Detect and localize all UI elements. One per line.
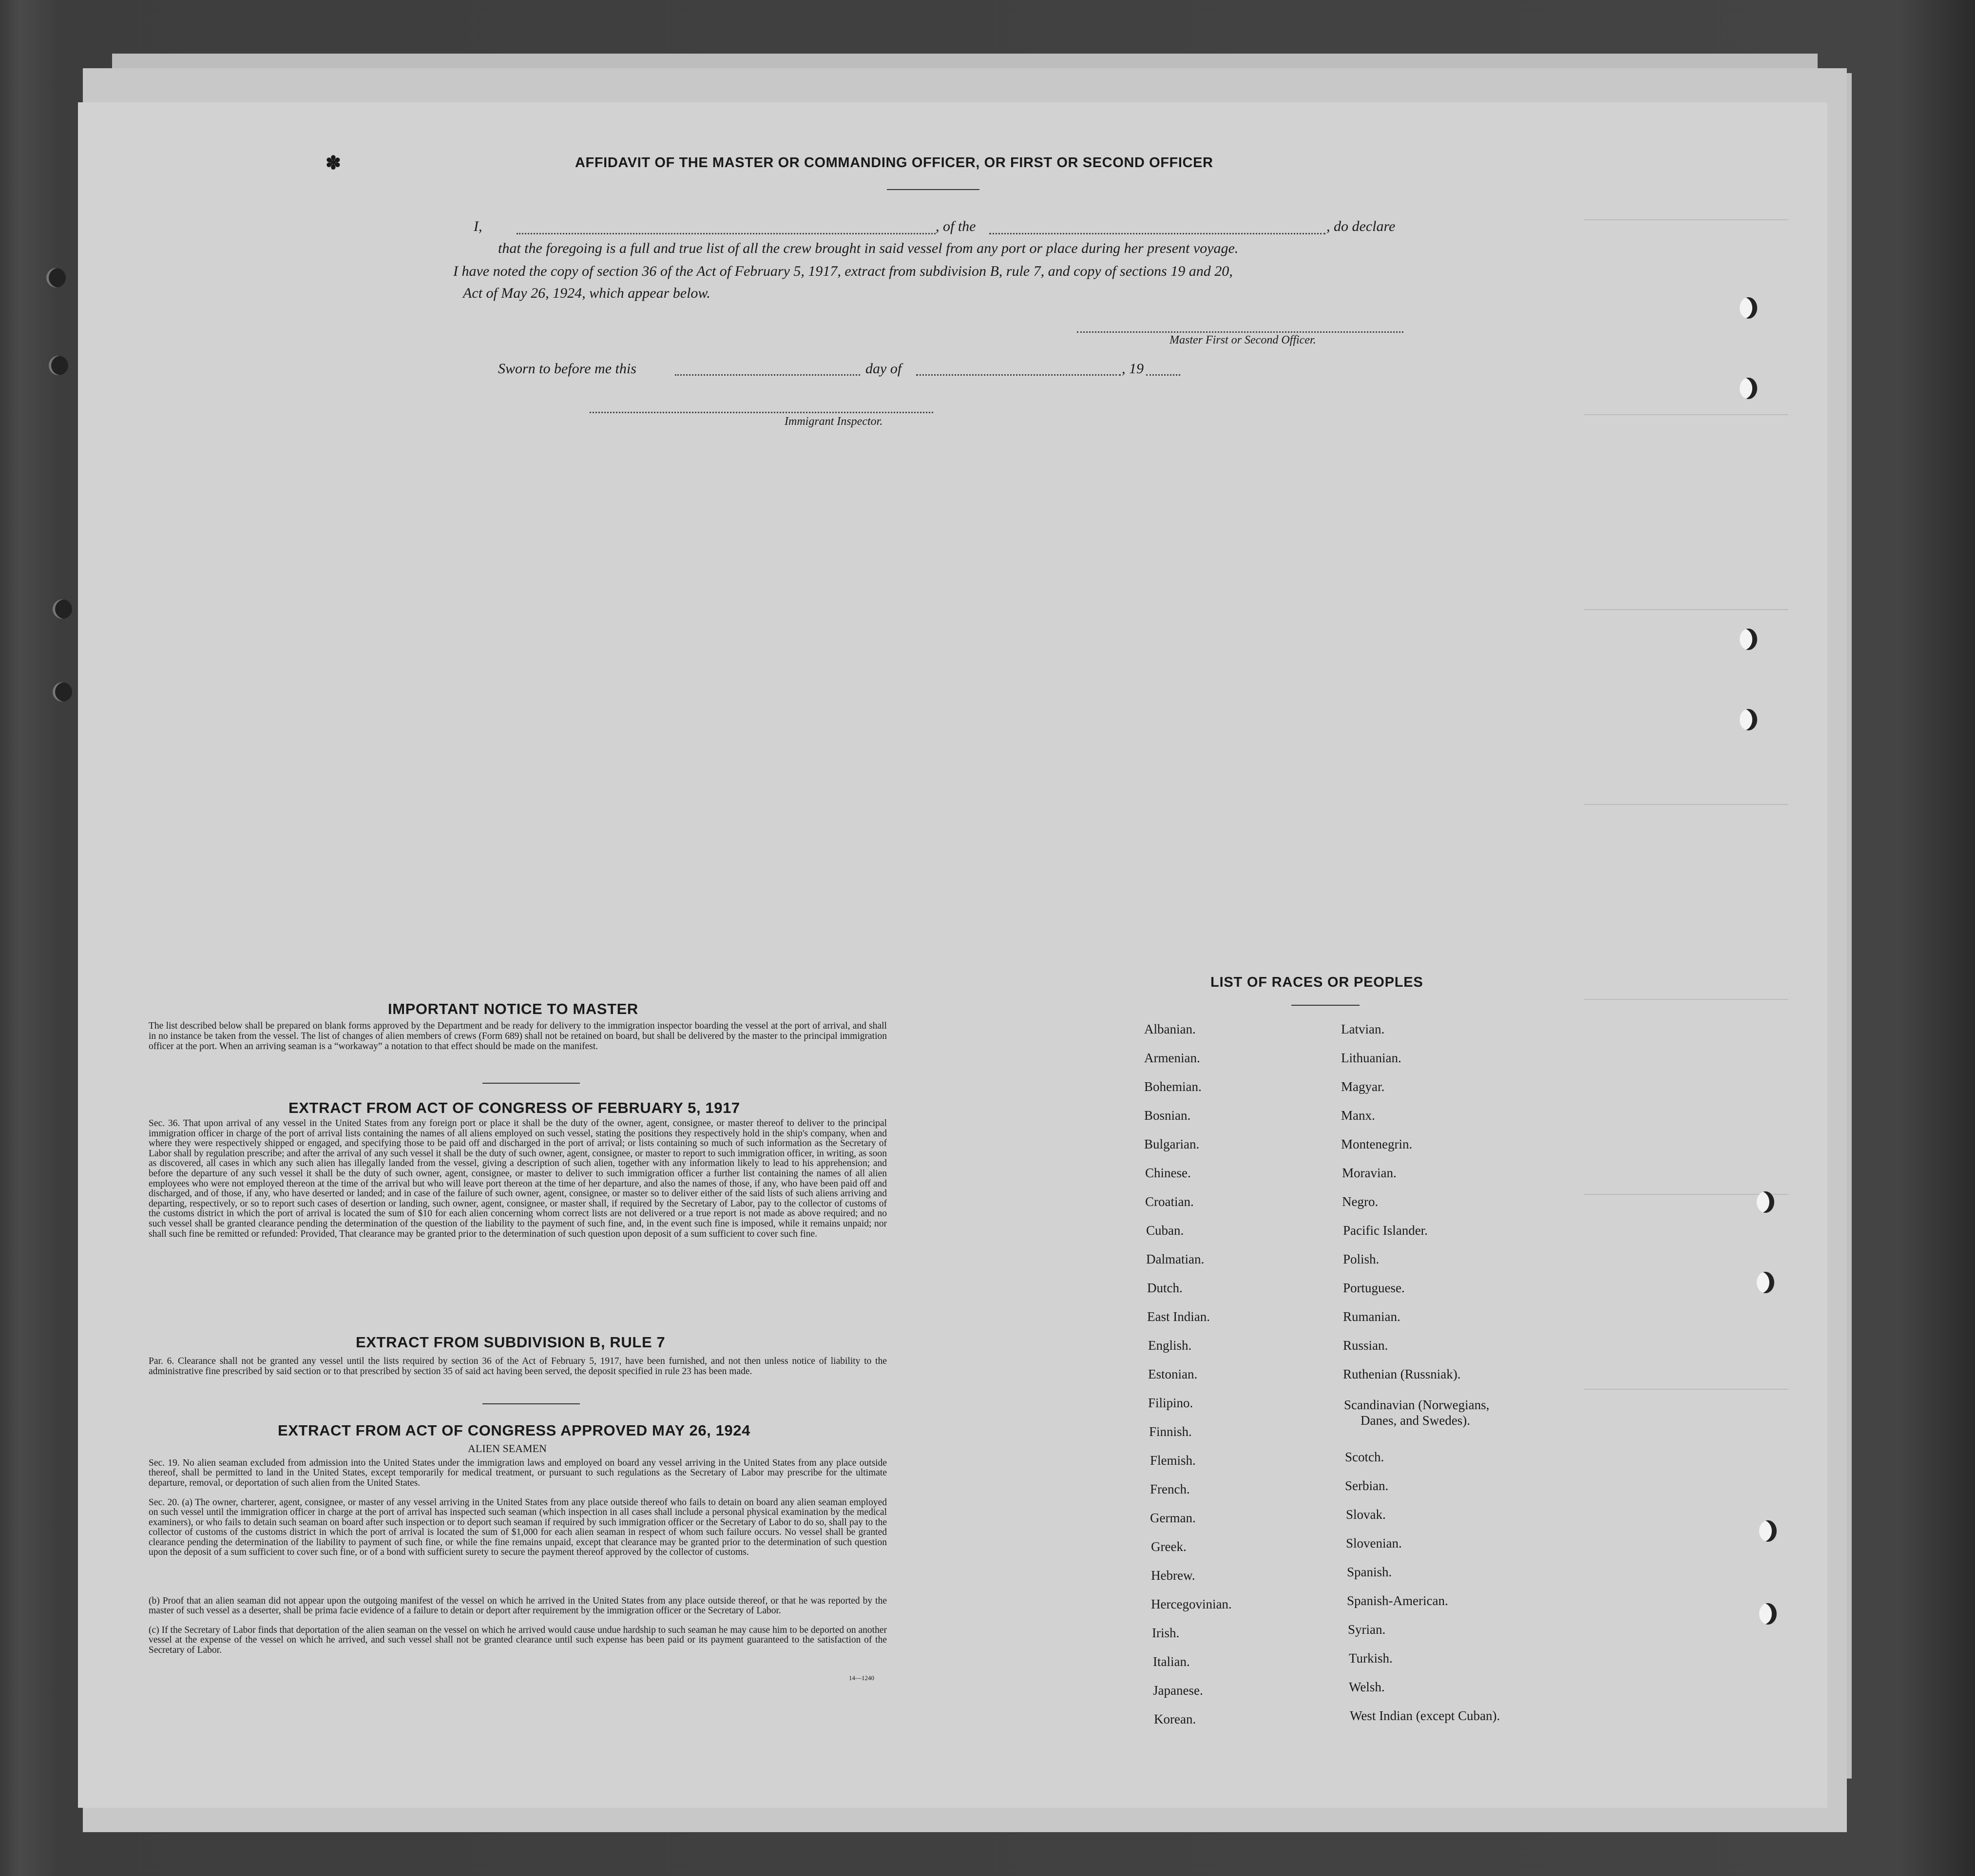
- sec20a-text: Sec. 20. (a) The owner, charterer, agent, consignee, or master of any vessel arriving in the United States from any place outside thereof who fails to detain on board any alien seaman employed on such vessel until the immigration officer in charge at the port of arrival has inspected such seaman (which inspection in all cases shall include a personal physical examination by the medical examiners), or who fails to detain such seaman on board after such inspection or to deport such seaman if required by such immigration officer or the Secretary of Labor to do so, shall pay to the collector of customs of the customs district in which the port of arrival is located the sum of $1,000 for each alien seaman in respect of whom such failure occurs. No vessel shall be granted clearance pending the determination of the liability to payment of such fine, or while the fine remains unpaid, except that clearance may be granted prior to the determination of such question upon the deposit of a sum sufficient to cover such fine, or of a bond with sufficient surety to secure the payment thereof approved by the collector of customs.: [149, 1497, 887, 1558]
- race-item: Korean.: [1154, 1712, 1196, 1726]
- race-item: Turkish.: [1349, 1651, 1393, 1665]
- sec19-text: Sec. 19. No alien seaman excluded from admission into the United States under the immigration laws and employed on board any vessel arriving in the United States from any place outside thereof, shall be permitted to land in the United States, except temporarily for medical treatment, or pursuant to such regulations as the Secretary of Labor may prescribe for the ultimate departure, removal, or deportation of such alien from the United States.: [149, 1458, 887, 1488]
- divider: [482, 1403, 580, 1404]
- race-item: Portuguese.: [1343, 1281, 1405, 1295]
- race-item: Finnish.: [1149, 1424, 1192, 1439]
- form-number: 14—1240: [849, 1674, 874, 1682]
- affidavit-declare: , do declare: [1326, 218, 1396, 234]
- sworn-month-blank: [916, 374, 1121, 376]
- sworn-label: Sworn to before me this: [498, 361, 636, 377]
- inspector-label: Immigrant Inspector.: [785, 415, 883, 428]
- sworn-day-blank: [675, 374, 860, 376]
- alien-seamen-subtitle: ALIEN SEAMEN: [468, 1442, 547, 1455]
- race-item: Danes, and Swedes).: [1361, 1413, 1470, 1428]
- race-item: Montenegrin.: [1341, 1137, 1413, 1151]
- affidavit-i: I,: [474, 218, 482, 234]
- sec20b-text: (b) Proof that an alien seaman did not appear upon the outgoing manifest of the vessel on which he arrived in the United States from any place outside thereof, or that he was reported by the master of such vessel as a deserter, shall be prima facie evidence of a failure to detain or deport after requirement by the immigration officer or the Secretary of Labor.: [149, 1596, 887, 1616]
- race-item: Lithuanian.: [1341, 1051, 1401, 1065]
- race-item: Manx.: [1341, 1108, 1375, 1123]
- punched-hole: [1759, 1520, 1777, 1542]
- race-item: Polish.: [1343, 1252, 1380, 1266]
- race-item: Moravian.: [1342, 1166, 1397, 1180]
- race-item: East Indian.: [1147, 1309, 1210, 1324]
- race-item: Japanese.: [1153, 1683, 1203, 1698]
- affidavit-line3: I have noted the copy of section 36 of the Act of February 5, 1917, extract from subdivision B, rule 7, and copy of sections 19 and 20,: [453, 263, 1233, 279]
- race-item: Pacific Islander.: [1343, 1223, 1428, 1238]
- race-item: Armenian.: [1144, 1051, 1200, 1065]
- punched-hole: [1740, 378, 1757, 399]
- races-title: LIST OF RACES OR PEOPLES: [1210, 975, 1423, 990]
- race-item: Dalmatian.: [1146, 1252, 1205, 1266]
- affidavit-of-the: , of the: [936, 218, 976, 234]
- race-item: Syrian.: [1348, 1622, 1386, 1637]
- race-item: Slovenian.: [1346, 1536, 1402, 1551]
- race-item: Flemish.: [1150, 1453, 1196, 1468]
- punched-hole: [1740, 629, 1757, 650]
- race-item: Filipino.: [1148, 1396, 1193, 1410]
- race-item: Hercegovinian.: [1151, 1597, 1232, 1611]
- race-item: Latvian.: [1341, 1022, 1385, 1036]
- race-item: Spanish-American.: [1347, 1593, 1448, 1608]
- punched-hole: [1740, 709, 1757, 730]
- binder-hole: [46, 268, 66, 287]
- rule7-text: Par. 6. Clearance shall not be granted any vessel until the lists required by section 36 of the Act of February 5, 1917, have been furnished, and not then unless notice of liability to the administrative fine prescribed by said section or to that prescribed by section 35 of said act having been served, the deposit specified in rule 23 has been made.: [149, 1356, 887, 1377]
- race-item: Albanian.: [1144, 1022, 1196, 1036]
- punched-hole: [1757, 1191, 1774, 1213]
- show-through-lines: [1584, 171, 1788, 1632]
- notice-text: The list described below shall be prepared on blank forms approved by the Department and be ready for delivery to the immigration inspector boarding the vessel at the port of arrival, and shall in no instance be taken from the vessel. The list of changes of alien members of crews (Form 689) shall not be retained on board, but shall be delivered by the master to the principal immigration officer at the port. When an arriving seaman is a “workaway” a notation to that effect should be made on the manifest.: [149, 1021, 887, 1052]
- binder-hole: [53, 682, 72, 702]
- punched-hole: [1757, 1272, 1774, 1293]
- race-item: Slovak.: [1346, 1507, 1386, 1522]
- race-item: Irish.: [1152, 1626, 1180, 1640]
- year-label: , 19: [1122, 361, 1144, 377]
- ink-blot: ✽: [326, 153, 341, 173]
- race-item: Estonian.: [1148, 1367, 1198, 1381]
- race-item: English.: [1148, 1338, 1192, 1353]
- affidavit-line4: Act of May 26, 1924, which appear below.: [463, 285, 710, 301]
- day-of-label: day of: [865, 361, 902, 377]
- title-rule: [887, 189, 979, 190]
- race-item: Negro.: [1342, 1194, 1379, 1209]
- inspector-signature-blank: [590, 412, 933, 413]
- master-signature-label: Master First or Second Officer.: [1170, 334, 1316, 346]
- race-item: Welsh.: [1349, 1680, 1385, 1694]
- race-item: Spanish.: [1347, 1565, 1392, 1579]
- extract-1924-title: EXTRACT FROM ACT OF CONGRESS APPROVED MAY 26, 1924: [278, 1422, 750, 1439]
- punched-hole: [1759, 1603, 1777, 1625]
- show-through-heading: [1072, 141, 1087, 170]
- race-item: Serbian.: [1345, 1478, 1389, 1493]
- name-blank: [517, 233, 936, 234]
- affidavit-title: AFFIDAVIT OF THE MASTER OR COMMANDING OFFICER, OR FIRST OR SECOND OFFICER: [575, 155, 1213, 171]
- extract-1917-text: Sec. 36. That upon arrival of any vessel in the United States from any foreign port or place it shall be the duty of the owner, agent, consignee, or master thereof to deliver to the principal immigration officer in charge of the port of arrival lists containing the names of all aliens employed on such vessel, stating the positions they respectively hold in the ship's company, when and where they were respectively shipped or engaged, and specifying those to be paid off and discharged in the port of arrival; or lists containing so much of such information as the Secretary of Labor shall by regulation prescribe; and after the arrival of any such vessel it shall be the duty of such owner, agent, consignee, or master to report to such immigration officer, in writing, as soon as discovered, all cases in which any such alien has illegally landed from the vessel, giving a description of such alien, together with any information likely to lead to his apprehension; and before the departure of any such vessel it shall be the duty of such owner, agent, consignee, or master to deliver to such immigration officer a further list containing the names of all alien employees who were not employed thereon at the time of the arrival but who will leave port thereon at the time of her departure, and also the names of those, if any, who have been paid off and discharged, and of those, if any, who have deserted or landed; and in case of the failure of such owner, agent, consignee, or master so to deliver either of the said lists of such aliens arriving and departing, respectively, or so to report such cases of desertion or landing, such owner, agent, consignee, or master shall, if required by the Secretary of Labor, pay to the collector of customs of the customs district in which the port of arrival is located the sum of $10 for each alien concerning whom correct lists are not delivered or a true report is not made as above required; and no such vessel shall be granted clearance pending the determination of the question of the liability to the payment of such fine, and, in the event such fine is imposed, while it remains unpaid; nor shall such fine be remitted or refunded: Provided, That clearance may be granted prior to the determination of such question upon deposit of a sum sufficient to cover such fine.: [149, 1118, 887, 1239]
- notice-title: IMPORTANT NOTICE TO MASTER: [388, 1000, 638, 1017]
- race-item: Croatian.: [1145, 1194, 1194, 1209]
- race-item: Bosnian.: [1144, 1108, 1191, 1123]
- race-item: Russian.: [1343, 1338, 1388, 1353]
- race-item: Rumanian.: [1343, 1309, 1400, 1324]
- master-signature-blank: [1077, 331, 1403, 333]
- race-item: Chinese.: [1145, 1166, 1191, 1180]
- race-item: Scandinavian (Norwegians,: [1344, 1397, 1490, 1412]
- race-item: French.: [1150, 1482, 1190, 1496]
- affidavit-line2: that the foregoing is a full and true list of all the crew brought in said vessel from any port or place during her present voyage.: [498, 240, 1239, 256]
- vessel-blank: [989, 233, 1325, 234]
- rule7-title: EXTRACT FROM SUBDIVISION B, RULE 7: [356, 1334, 666, 1351]
- year-blank: [1146, 374, 1180, 376]
- race-item: Ruthenian (Russniak).: [1343, 1367, 1461, 1381]
- race-item: Italian.: [1153, 1654, 1190, 1669]
- race-item: Bohemian.: [1144, 1079, 1202, 1094]
- divider: [482, 1083, 580, 1084]
- races-rule: [1291, 1005, 1360, 1006]
- race-item: Scotch.: [1345, 1450, 1384, 1464]
- punched-hole: [1740, 297, 1757, 319]
- sec20c-text: (c) If the Secretary of Labor finds that deportation of the alien seaman on the vessel on which he arrived would cause undue hardship to such seaman he may cause him to be deported on another vessel at the expense of the vessel on which he arrived, and such vessel shall not be granted clearance until such expense has been paid or its payment guaranteed to the satisfaction of the Secretary of Labor.: [149, 1625, 887, 1655]
- binder-hole: [53, 599, 72, 619]
- binder-hole: [49, 356, 68, 375]
- race-item: Magyar.: [1341, 1079, 1385, 1094]
- extract-1917-title: EXTRACT FROM ACT OF CONGRESS OF FEBRUARY 5, 1917: [288, 1099, 740, 1116]
- race-item: Hebrew.: [1151, 1568, 1195, 1583]
- race-item: Dutch.: [1147, 1281, 1183, 1295]
- race-item: Greek.: [1151, 1539, 1187, 1554]
- race-item: Cuban.: [1146, 1223, 1184, 1238]
- race-item: German.: [1150, 1511, 1196, 1525]
- race-item: West Indian (except Cuban).: [1350, 1708, 1500, 1723]
- race-item: Bulgarian.: [1144, 1137, 1200, 1151]
